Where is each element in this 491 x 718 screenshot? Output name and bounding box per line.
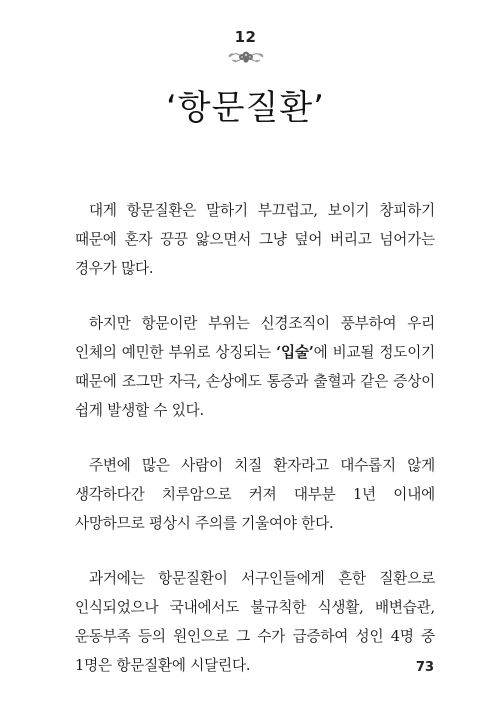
paragraph-2 bbox=[75, 309, 435, 425]
paragraph-4: 과거에는 항문질환이 서구인들에게 흔한 질환으로 인식되었으나 국내에서도 불규칙한 식생활, 배변습관, 운동부족 등의 원인으로 그 수가 급증하여 성인 4명 중 1명은 항문질환에 시달린다. bbox=[75, 570, 435, 674]
emphasis-lips: ‘입술’ bbox=[276, 344, 314, 361]
paragraph-2-before: 하지만 항문이란 부위는 신경조직이 풍부하여 우리 인체의 예민한 부위로 상징되는 bbox=[75, 315, 435, 361]
page-number: 73 bbox=[415, 660, 434, 675]
body-text bbox=[75, 196, 435, 706]
paragraph-2-after: 에 비교될 정도이기 때문에 조그만 자극, 손상에도 통증과 출혈과 같은 증상이 쉽게 발생할 수 있다. bbox=[75, 344, 435, 419]
paragraph-1: 대게 항문질환은 말하기 부끄럽고, 보이기 창피하기 때문에 혼자 끙끙 앓으면서 그냥 덮어 버리고 넘어가는 경우가 많다. bbox=[75, 202, 435, 277]
paragraph-3: 주변에 많은 사람이 치질 환자라고 대수롭지 않게 생각하다간 치루암으로 커져 대부분 1년 이내에 사망하므로 평상시 주의를 기울여야 한다. bbox=[75, 457, 435, 532]
floral-ornament-icon bbox=[225, 45, 267, 67]
page-title: ‘항문질환’ bbox=[166, 88, 325, 128]
chapter-number: 12 bbox=[234, 28, 257, 46]
